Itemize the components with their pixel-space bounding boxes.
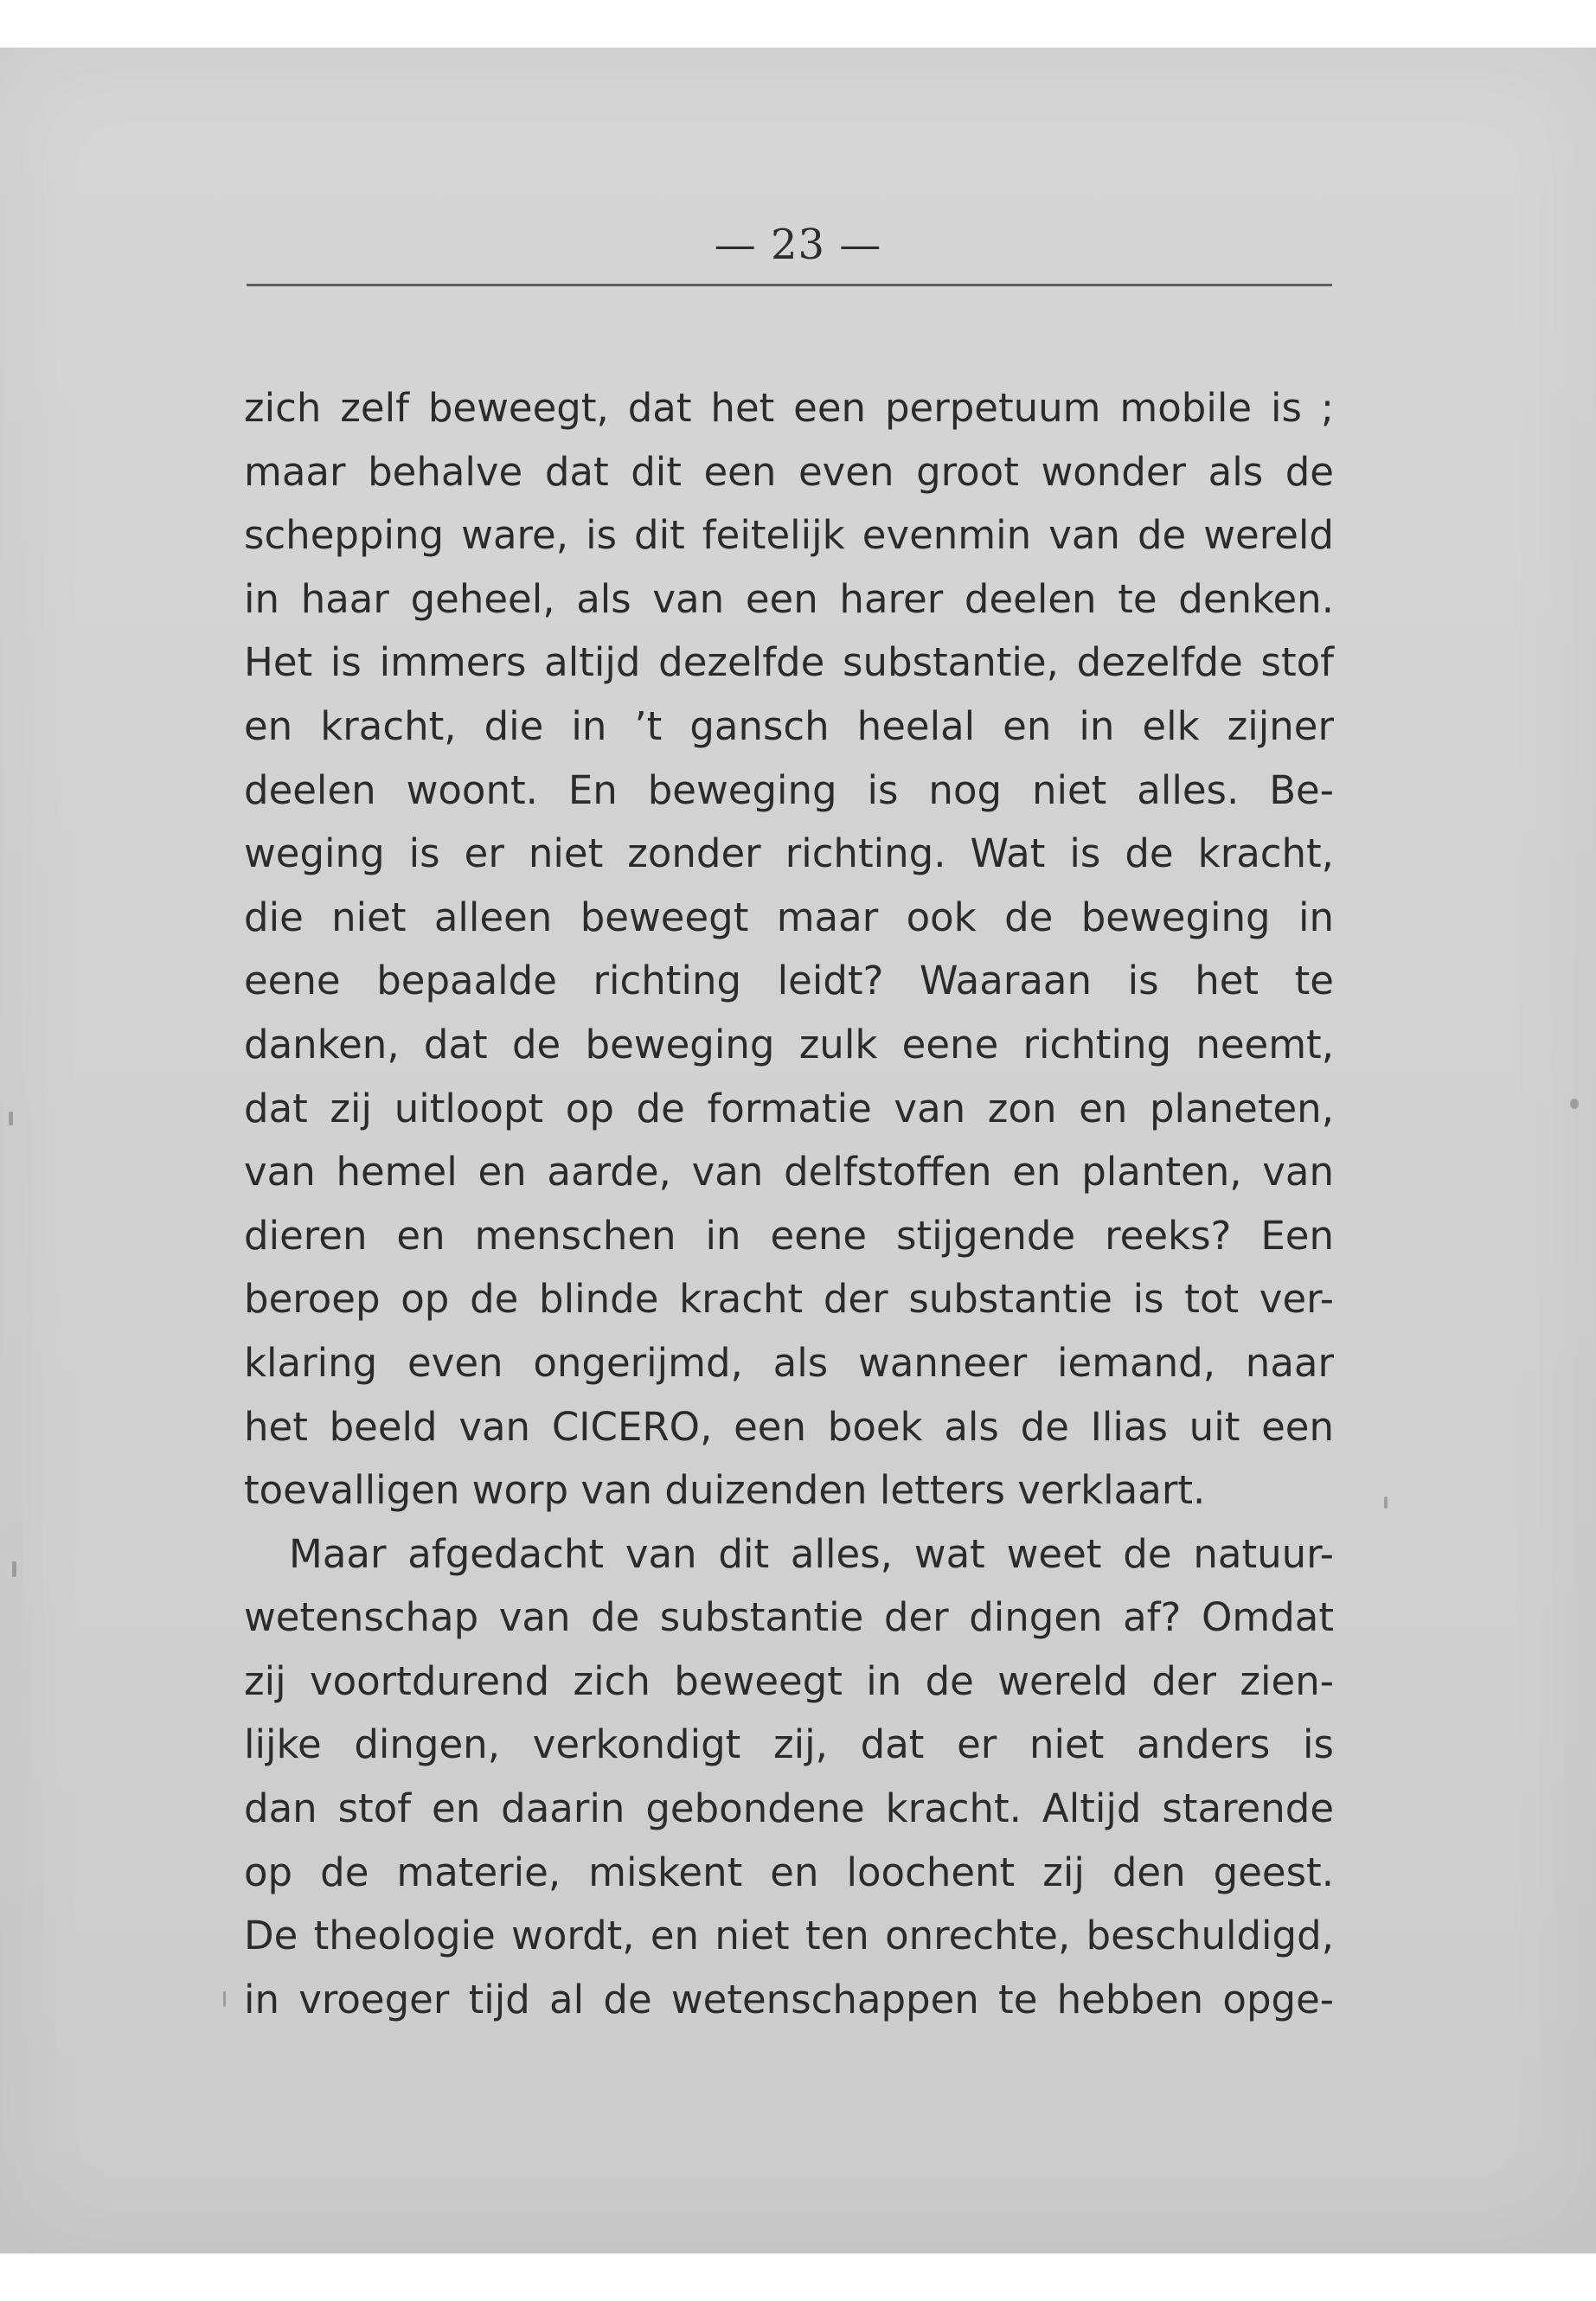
text-line: deelen woont. En beweging is nog niet alles. Be-	[244, 766, 1334, 813]
text-line: dieren en menschen in eene stijgende reeks? Een	[244, 1212, 1334, 1259]
text-line: van hemel en aarde, van delfstoffen en planten, van	[244, 1149, 1334, 1195]
text-line: dan stof en daarin gebondene kracht. Altijd starende	[244, 1785, 1334, 1832]
text-line: beroep op de blinde kracht der substantie is tot ver-	[244, 1276, 1334, 1323]
text-line: in vroeger tijd al de wetenschappen te hebben opge-	[244, 1976, 1334, 2022]
paper-speck	[9, 1112, 13, 1125]
text-line: Het is immers altijd dezelfde substantie, dezelfde stof	[244, 639, 1334, 686]
text-line: schepping ware, is dit feitelijk evenmin van de wereld	[244, 512, 1334, 559]
text-line: klaring even ongerijmd, als wanneer iemand, naar	[244, 1339, 1334, 1386]
book-page	[0, 48, 1596, 2253]
text-line: in haar geheel, als van een harer deelen te denken.	[244, 575, 1334, 622]
paper-speck	[1570, 1099, 1579, 1109]
body-text	[244, 376, 1334, 2031]
text-line: dat zij uitloopt op de formatie van zon en planeten,	[244, 1085, 1334, 1131]
text-line: eene bepaalde richting leidt? Waaraan is het te	[244, 958, 1334, 1004]
text-line: lijke dingen, verkondigt zij, dat er niet anders is	[244, 1721, 1334, 1768]
paper-speck	[223, 1991, 226, 2007]
text-line: maar behalve dat dit een even groot wonder als de	[244, 448, 1334, 495]
text-line: De theologie wordt, en niet ten onrechte, beschuldigd,	[244, 1913, 1334, 1959]
text-line: het beeld van CICERO, een boek als de Ilias uit een	[244, 1403, 1334, 1450]
paragraph-start-line: Maar afgedacht van dit alles, wat weet de natuur-	[289, 1530, 1334, 1577]
text-line: wetenschap van de substantie der dingen af? Omdat	[244, 1594, 1334, 1641]
text-line: toevalligen worp van duizenden letters verklaart.	[244, 1467, 1206, 1514]
text-line: op de materie, miskent en loochent zij den geest.	[244, 1849, 1334, 1895]
text-line: zij voortdurend zich beweegt in de wereld der zien-	[244, 1657, 1334, 1704]
paper-speck	[12, 1561, 16, 1577]
header-rule	[247, 284, 1332, 286]
text-line: weging is er niet zonder richting. Wat is de kracht,	[244, 830, 1334, 877]
text-line: en kracht, die in ’t gansch heelal en in elk zijner	[244, 702, 1334, 749]
text-line: die niet alleen beweegt maar ook de beweging in	[244, 894, 1334, 940]
paper-speck	[1384, 1497, 1388, 1509]
page-number: — 23 —	[714, 221, 882, 269]
text-line: zich zelf beweegt, dat het een perpetuum mobile is ;	[244, 385, 1334, 431]
text-line: danken, dat de beweging zulk eene richting neemt,	[244, 1021, 1334, 1067]
